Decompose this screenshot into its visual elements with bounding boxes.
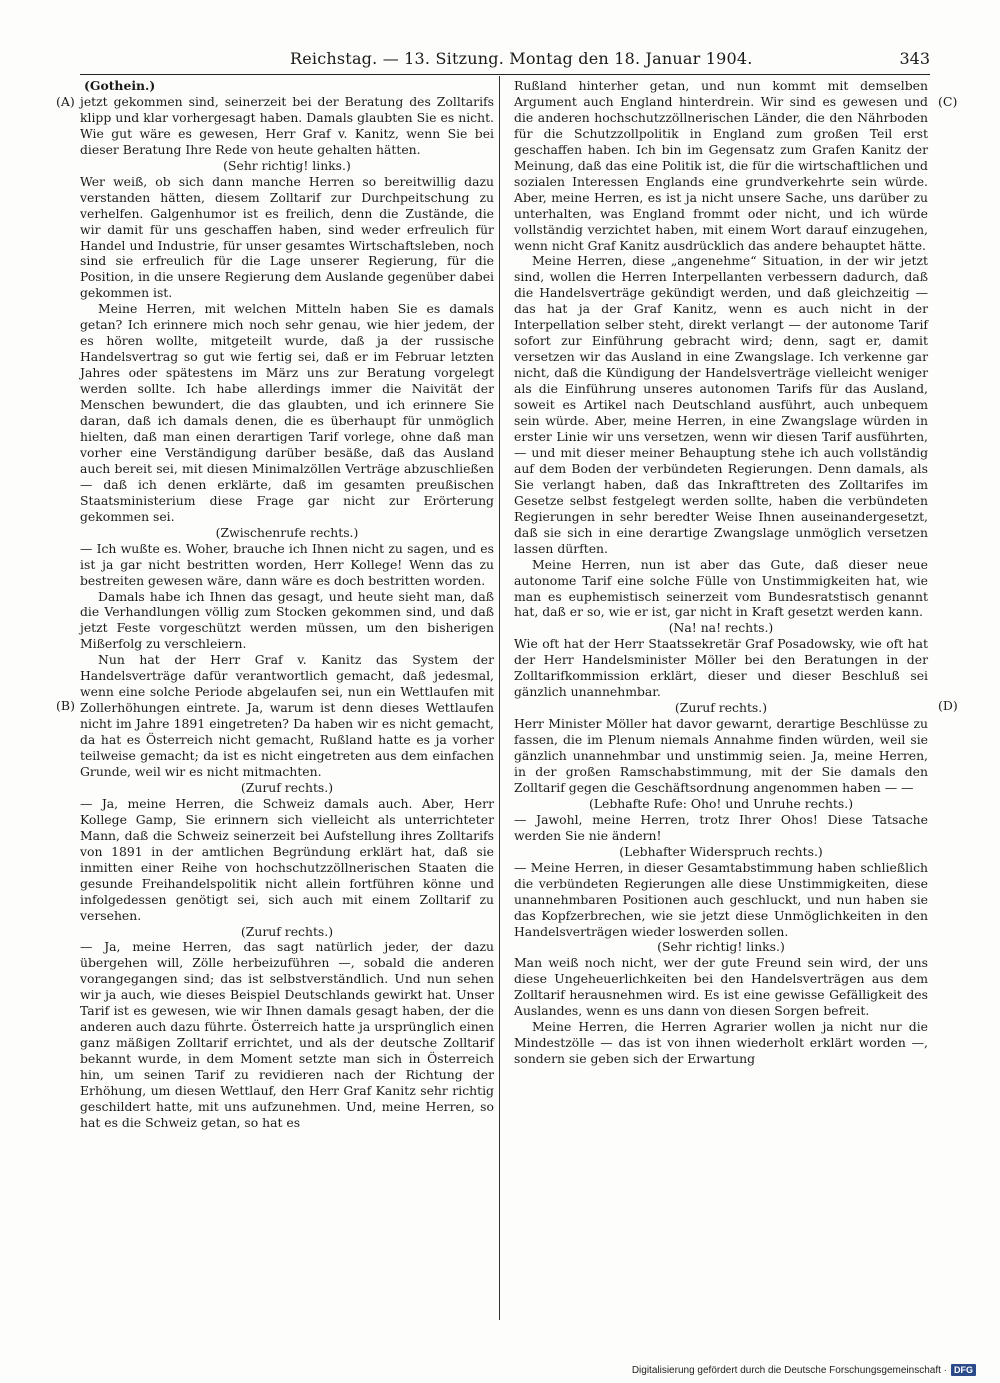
interjection: (Zuruf rechts.) — [674, 700, 768, 716]
paragraph: jetzt gekommen sind, seinerzeit bei der Beratung des Zolltarifs klipp und klar vorhergesagt haben. Damals glaubten Sie es nicht. Wie gut wäre es gewesen, Herr Graf v. Kanitz, wenn Sie bei dieser Beratung Ihre Rede von heute gehalten hätten. — [80, 93, 494, 157]
interjection: (Sehr richtig! links.) — [223, 157, 351, 173]
paragraph: Wie oft hat der Herr Staatssekretär Graf Posadowsky, wie oft hat der Herr Handelsminister Möller bei den Beratungen in der Zolltarifkommission erklärt, dieser und dieser Beschluß sei gänzlich unannehmbar. — [514, 636, 928, 700]
paragraph: — Jawohl, meine Herren, trotz Ihrer Ohos! Diese Tatsache werden Sie nie ändern! — [514, 811, 928, 843]
right-column — [514, 78, 928, 1067]
interjection: (Sehr richtig! links.) — [657, 939, 785, 955]
margin-marker-c: (C) — [938, 94, 958, 109]
paragraph: — Ja, meine Herren, das sagt natürlich jeder, der dazu übergehen will, Zölle herbeizuführen —, sobald die anderen vorangegangen sind; das ist selbstverständlich. Und nun sehen wir ja auch, wie dieses Beispiel Deutschlands gewirkt hat. Unser Tarif ist es gewesen, wie wir Ihnen damals gesagt haben, der die anderen auch dazu führte. Österreich hatte ja ursprünglich einen ganz mäßigen Zolltarif errichtet, und als der deutsche Zolltarif bekannt wurde, in dem Moment setzte man sich in Österreich hin, um seinen Tarif zu revidieren nach der Richtung der Erhöhung, um diesen Wettlauf, den Herr Graf Kanitz sehr richtig geschildert hatte, mit uns aufzunehmen. Und, meine Herren, so hat es die Schweiz getan, so hat es — [80, 939, 494, 1130]
paragraph: Meine Herren, nun ist aber das Gute, daß dieser neue autonome Tarif eine solche Fülle von Unstimmigkeiten hat, wie man es euphemistisch seinerzeit vom Bundesratstisch genannt hat, daß er so, wie er ist, gar nicht in Kraft gesetzt werden kann. — [514, 556, 928, 620]
paragraph: — Ja, meine Herren, die Schweiz damals auch. Aber, Herr Kollege Gamp, Sie erinnern sich vielleicht als unterrichteter Mann, daß die Schweiz seinerzeit bei Aufstellung ihres Zolltarifs von 1891 in der amtlichen Begründung erklärt hat, daß sie inmitten einer Reihe von hochschutzzöllnerischen Staaten die gesunde Freihandelspolitik nicht allein fortführen könne und infolgedessen genötigt sei, sich auch mit einem Zolltarif zu versehen. — [80, 795, 494, 923]
dfg-logo-icon: DFG — [951, 1364, 976, 1376]
margin-marker-d: (D) — [938, 698, 958, 713]
paragraph: — Meine Herren, in dieser Gesamtabstimmung haben schließlich die verbündeten Regierungen alle diese Unstimmigkeiten, diese unannehmbaren Positionen auch geschluckt, und nun haben sie das Kopfzerbrechen, wie sie jetzt diese Unmöglichkeiten in den Handelsverträgen wieder loswerden sollen. — [514, 859, 928, 939]
paragraph: Nun hat der Herr Graf v. Kanitz das System der Handelsverträge dafür verantwortlich gemacht, daß jedesmal, wenn eine solche Periode abgelaufen sei, nun ein Wettlaufen mit Zollerhöhungen eintrete. Ja, warum ist denn dieses Wettlaufen nicht im Jahre 1891 eingetreten? Da haben wir es nicht gemacht, da hat es Österreich nicht gemacht, Rußland hatte es ja vorher teilweise gemacht; da ist es nicht eingetreten aus dem einfachen Grunde, weil wir es nicht mitmachten. — [80, 652, 494, 779]
interjection: (Zuruf rechts.) — [240, 779, 334, 795]
paragraph: — Ich wußte es. Woher, brauche ich Ihnen nicht zu sagen, und es ist ja gar nicht bestritten worden, Herr Kollege! Wenn das zu bestreiten gewesen wäre, dann wäre es doch bestritten worden. — [80, 540, 494, 588]
paragraph: Man weiß noch nicht, wer der gute Freund sein wird, der uns diese Ungeheuerlichkeiten bei den Handelsverträgen aus dem Zolltarif herausnehmen wird. Es ist eine gewisse Gefälligkeit des Auslandes, wenn es uns dann von diesen Sorgen befreit. — [514, 955, 928, 1019]
paragraph: Herr Minister Möller hat davor gewarnt, derartige Beschlüsse zu fassen, die im Plenum niemals Annahme finden würden, weil sie gänzlich unannehmbar und unstimmig seien. Ja, meine Herren, in der großen Ramschabstimmung, mit der Sie damals den Zolltarif gegen die Geschäftsordnung angenommen haben — — — [514, 716, 928, 795]
paragraph: Meine Herren, diese „angenehme“ Situation, in der wir jetzt sind, wollen die Herren Interpellanten verbessern dadurch, daß die Handelsverträge gekündigt werden, und daß gleichzeitig — das hat ja der Graf Kanitz, wenn es auch nicht in der Interpellation selber steht, direkt verlangt — der autonome Tarif sofort zur Einführung gebracht wird; denn, sagt er, damit versetzen wir das Ausland in eine Zwangslage. Ich verkenne gar nicht, daß die Kündigung der Handelsverträge vielleicht weniger als die Einführung unseres autonomen Tarifs für das Ausland, soweit es Artikel nach Deutschland ausführt, auch unbequem sein würde. Aber, meine Herren, in eine Zwangslage würden in erster Linie wir uns versetzen, wenn wir diesen Tarif ausführten, — und mit dieser meiner Behauptung stehe ich auch vollständig auf dem Boden der verbündeten Regierungen. Denn damals, als Sie verlangt haben, daß das Inkrafttreten des Zolltarifes im Gesetze selbst festgelegt werden sollte, haben die verbündeten Regierungen in sehr beredter Weise Ihnen auseinandergesetzt, daß sie sich in eine derartige Zwangslage unmöglich versetzen lassen dürften. — [514, 253, 928, 556]
speaker-label: (Gothein.) — [84, 78, 156, 93]
digitization-credit — [632, 1364, 976, 1376]
left-column — [80, 78, 494, 1131]
page-number: 343 — [899, 49, 930, 68]
header-title: Reichstag. — 13. Sitzung. Montag den 18. Januar 1904. — [290, 49, 753, 68]
interjection: (Lebhafte Rufe: Oho! und Unruhe rechts.) — [588, 795, 854, 811]
header-rule — [80, 74, 930, 75]
margin-marker-b: (B) — [56, 698, 75, 713]
credit-text: Digitalisierung gefördert durch die Deutsche Forschungsgemeinschaft · — [631, 1364, 947, 1376]
paragraph: Rußland hinterher getan, und nun kommt mit demselben Argument auch England hinterdrein. Wir sind es gewesen und die anderen hochschutzzöllnerischen Länder, die den Nährboden für die Schutzzollpolitik in England zum großen Teil erst geschaffen haben. Ich bin im Gegensatz zum Grafen Kanitz der Meinung, daß das eine Politik ist, die für die wirtschaftlichen und sozialen Interessen Englands eine grundverkehrte sein würde. Aber, meine Herren, es ist ja nicht unsere Sache, uns darüber zu unterhalten, was England frommt oder nicht, und ich würde vollständig verzichtet haben, mit einem Wort darauf einzugehen, wenn nicht Graf Kanitz ausdrücklich das andere behauptet hätte. — [514, 78, 928, 253]
paragraph: Meine Herren, die Herren Agrarier wollen ja nicht nur die Mindestzölle — das ist von ihnen wiederholt erklärt worden —, sondern sie geben sich der Erwartung — [514, 1019, 928, 1067]
paragraph: Wer weiß, ob sich dann manche Herren so bereitwillig dazu verstanden hätten, diesem Zolltarif zur Durchpeitschung zu verhelfen. Galgenhumor ist es freilich, denn die Zustände, die wir damit für uns geschaffen haben, sind weder erfreulich für Handel und Industrie, für unser gesamtes Wirtschaftsleben, noch sind sie erfreulich für die Lage unserer Regierung, für die Position, in die unsere Regierung dem Auslande gegenüber dabei gekommen ist. — [80, 173, 494, 301]
interjection: (Lebhafter Widerspruch rechts.) — [619, 843, 823, 859]
interjection: (Zuruf rechts.) — [240, 923, 334, 939]
margin-marker-a: (A) — [56, 94, 75, 109]
interjection: (Zwischenrufe rechts.) — [215, 524, 359, 540]
paragraph: Meine Herren, mit welchen Mitteln haben Sie es damals getan? Ich erinnere mich noch sehr genau, wie hier jedem, der es hören wollte, mitgeteilt wurde, daß ja der russische Handelsvertrag so gut wie fertig sei, daß er im Februar letzten Jahres oder spätestens im März uns zur Beratung vorgelegt werden sollte. Ich habe allerdings immer die Naivität der Menschen bewundert, die das glaubten, und ich erinnere Sie daran, daß ich damals denen, die es überhaupt für unmöglich hielten, daß man einen derartigen Tarif vorlege, ohne daß man vorher eine Verständigung darüber besäße, daß das Ausland auch bereit sei, mit diesen Minimalzöllen Verträge abzuschließen — daß ich denen erklärte, daß im gesamten preußischen Staatsministerium diese Frage gar nicht zur Erörterung gekommen sei. — [80, 301, 494, 524]
interjection: (Na! na! rechts.) — [668, 620, 774, 636]
column-divider — [499, 76, 500, 1320]
paragraph: Damals habe ich Ihnen das gesagt, und heute sieht man, daß die Verhandlungen völlig zum Stocken gekommen sind, und daß jetzt Feste vorgeschützt werden müssen, um den bisherigen Mißerfolg zu verschleiern. — [80, 588, 494, 652]
running-header — [80, 46, 930, 72]
